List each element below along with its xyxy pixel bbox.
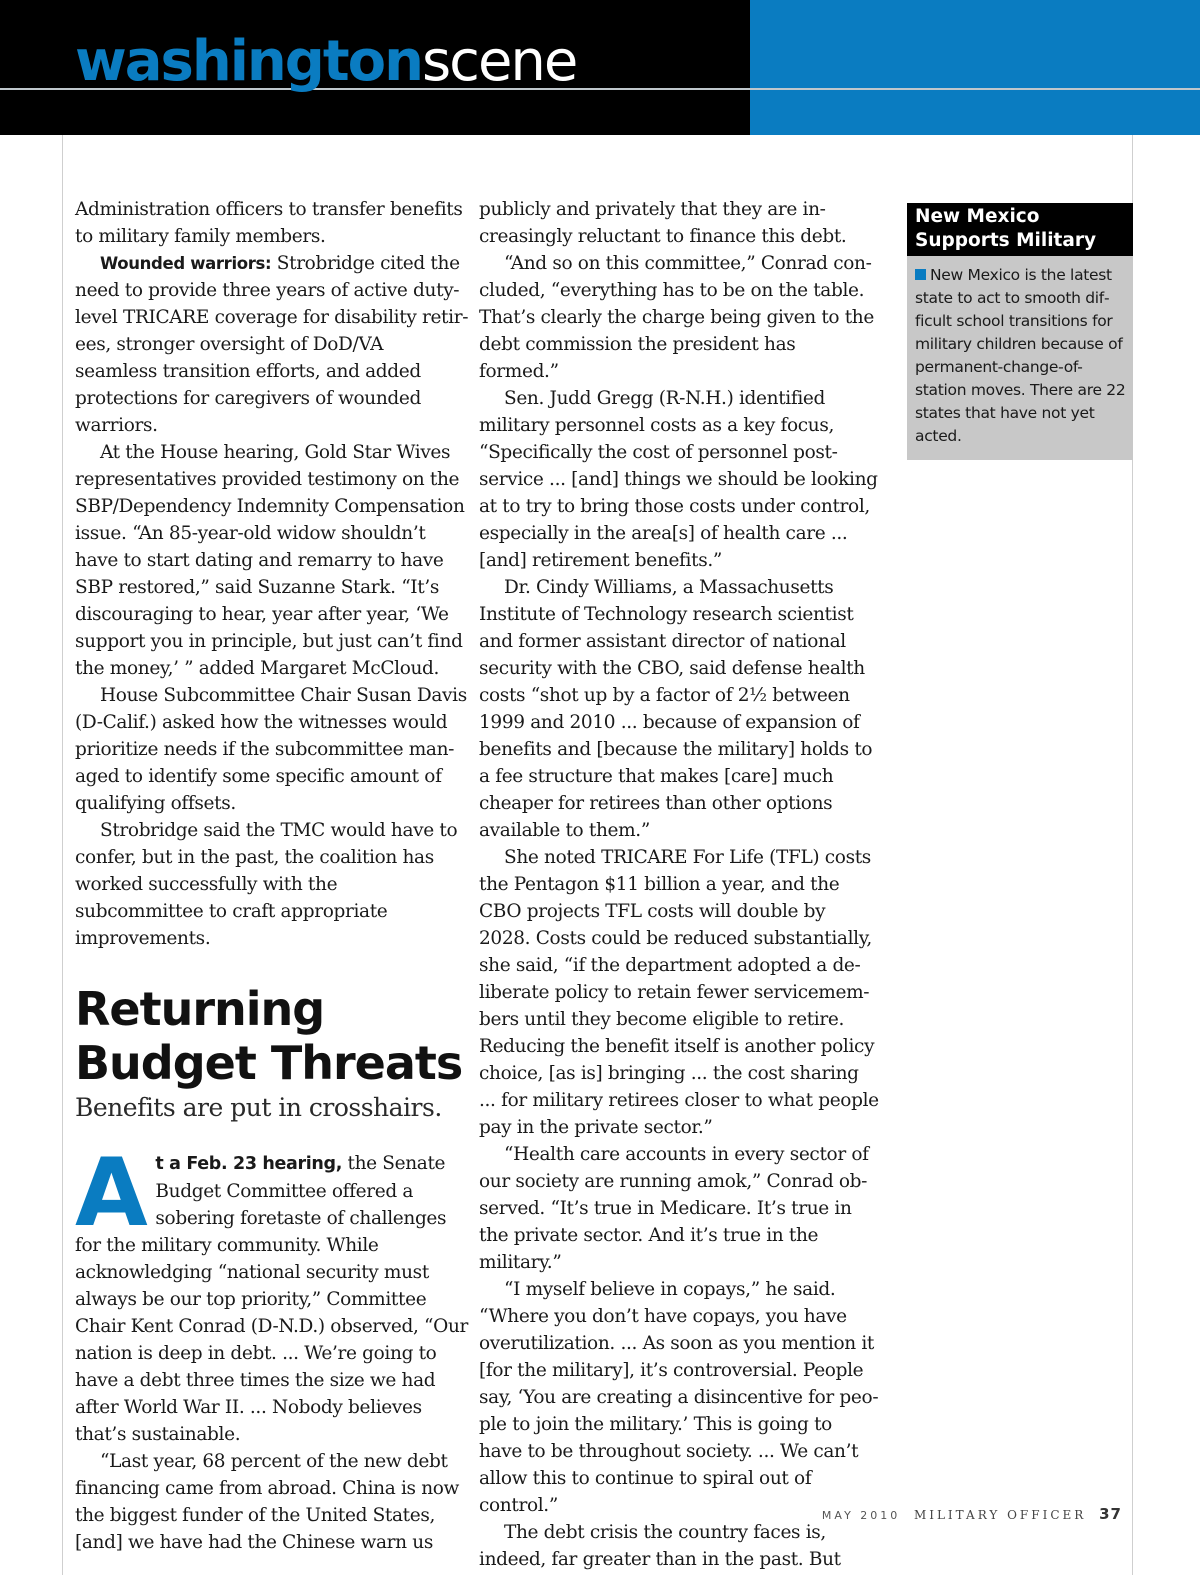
sidebar-title-line: New Mexico [915, 206, 1040, 227]
run-in-heading: Wounded warriors: [100, 254, 272, 273]
drop-cap: A [75, 1139, 148, 1248]
column-middle [479, 196, 879, 1573]
bullet-square-icon [915, 269, 926, 280]
lead-paragraph [75, 1139, 470, 1448]
paragraph: Administration officers to transfer benefits to military family members. [75, 199, 463, 247]
lead-text: the Senate Budget Committee offered a sobering foretaste of challenges for the military community. While acknowledging “national security must always be our top priority,” Committee Chair Kent Conrad (D-N.D.) observed, “Our nation is deep in debt. ... We’re going to have a debt three times the size we had after World War II. ... Nobody believes that’s sustainable. [75, 1153, 469, 1445]
column-left [75, 196, 470, 1556]
sidebar-text: New Mexico is the latest state to act to smooth difficult school transitions for military children because of permanent-change-of-station moves. There are 22 states that have not yet acted. [915, 266, 1126, 445]
paragraph: The debt crisis the country faces is, indeed, far greater than in the past. But [479, 1522, 841, 1570]
headline-line: Returning [75, 982, 325, 1036]
sidebar-box [907, 203, 1133, 460]
paragraph: Dr. Cindy Williams, a Massachusetts Institute of Technology research scientist and former assistant director of national security with the CBO, said defense health costs “shot up by a factor of 2½ between 1999 and 2010 ... because of expansion of benefits and [because the military] holds to a fee structure that makes [care] much cheaper for retirees than other options available to them.” [479, 577, 873, 841]
logo-bold-word: washington [75, 29, 422, 94]
sidebar-body [907, 256, 1133, 460]
logo-light-word: scene [421, 29, 577, 94]
page-frame-left [62, 135, 63, 1575]
page-number: 37 [1099, 1505, 1122, 1523]
article-deck: Benefits are put in crosshairs. [75, 1093, 442, 1122]
paragraph-text: Strobridge cited the need to provide three years of active duty-level TRICARE coverage for disability retirees, stronger oversight of DoD/VA seamless transition efforts, and added protections for caregivers of wounded warriors. [75, 253, 469, 436]
paragraph: “I myself believe in copays,” he said. “Where you don’t have copays, you have overutilization. ... As soon as you mention it [for the military], it’s controversial. People say, ‘You are creating a disincentive for people to join the military.’ This is going to have to be throughout society. ... We can’t allow this to continue to spiral out of control.” [479, 1279, 879, 1516]
headline-line: Budget Threats [75, 1036, 463, 1090]
page-footer [822, 1505, 1122, 1523]
paragraph: “And so on this committee,” Conrad concluded, “everything has to be on the table. That’s clearly the charge being given to the debt commission the president has formed.” [479, 253, 874, 382]
paragraph: At the House hearing, Gold Star Wives representatives provided testimony on the SBP/Dependency Indemnity Compensation issue. “An 85-year-old widow shouldn’t have to start dating and remarry to have SBP restored,” said Suzanne Stark. “It’s discouraging to hear, year after year, ‘We support you in principle, but just can’t find the money,’ ” added Margaret McCloud. [75, 442, 465, 679]
paragraph: House Subcommittee Chair Susan Davis (D-Calif.) asked how the witnesses would prioritize needs if the subcommittee managed to identify some specific amount of qualifying offsets. [75, 685, 467, 814]
paragraph: publicly and privately that they are increasingly reluctant to finance this debt. [479, 199, 847, 247]
paragraph: She noted TRICARE For Life (TFL) costs the Pentagon $11 billion a year, and the CBO projects TFL costs will double by 2028. Costs could be reduced substantially, she said, “if the department adopted a deliberate policy to retain fewer servicemembers until they become eligible to retire. Reducing the benefit itself is another policy choice, [as is] bringing ... the cost sharing ... for military retirees closer to what people pay in the private sector.” [479, 847, 879, 1138]
issue-date: MAY 2010 [821, 1509, 901, 1522]
paragraph: Sen. Judd Gregg (R-N.H.) identified military personnel costs as a key focus, “Specifically the cost of personnel post-service ... [and] things we should be looking at to try to bring those costs under control, especially in the area[s] of health care ... [and] retirement benefits.” [479, 388, 878, 571]
header-accent-block [750, 0, 1200, 135]
section-logo [75, 29, 577, 94]
article-headline [75, 982, 470, 1090]
lead-in: t a Feb. 23 hearing, [155, 1154, 342, 1174]
paragraph: Strobridge said the TMC would have to confer, but in the past, the coalition has worked successfully with the subcommittee to craft appropriate improvements. [75, 820, 458, 949]
sidebar-title-line: Supports Military [915, 230, 1097, 251]
paragraph-wounded-warriors [75, 250, 470, 439]
paragraph: “Health care accounts in every sector of our society are running amok,” Conrad observed. “It’s true in Medicare. It’s true in the private sector. And it’s true in the military.” [479, 1144, 869, 1273]
publication-name: MILITARY OFFICER [913, 1508, 1087, 1522]
sidebar-title [907, 203, 1133, 256]
paragraph: “Last year, 68 percent of the new debt financing came from abroad. China is now the biggest funder of the United States, [and] we have had the Chinese warn us [75, 1451, 460, 1553]
